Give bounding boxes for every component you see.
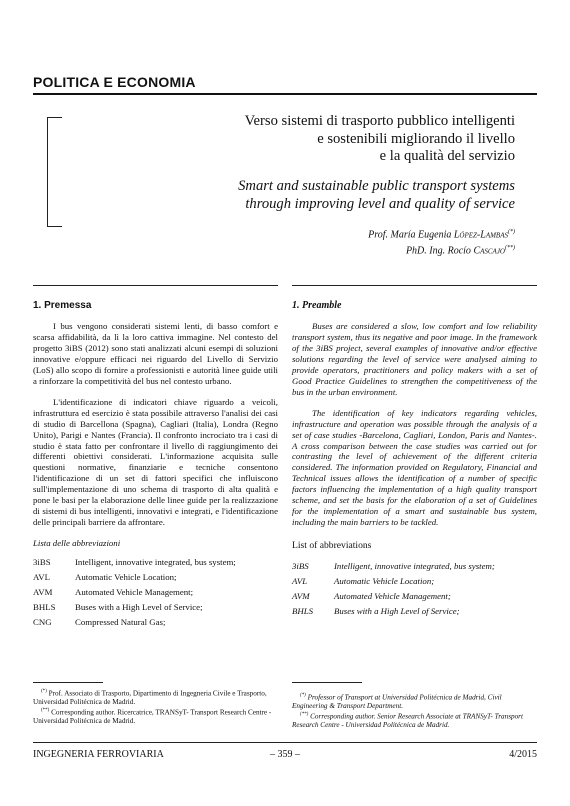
abbreviation-row bbox=[292, 591, 537, 602]
abbreviations-title: Lista delle abbreviazioni bbox=[33, 538, 121, 549]
title-english-line: through improving level and quality of service bbox=[245, 195, 515, 212]
title-english bbox=[95, 178, 515, 213]
title-italian bbox=[95, 113, 515, 166]
authors bbox=[195, 226, 515, 258]
abbreviation-value: Intelligent, innovative integrated, bus system; bbox=[334, 561, 495, 572]
footnote-mark: (**) bbox=[300, 711, 309, 717]
abbreviation-value: Automatic Vehicle Location; bbox=[334, 576, 435, 587]
abbreviation-row bbox=[33, 557, 278, 568]
section-heading: POLITICA E ECONOMIA bbox=[33, 74, 196, 90]
author-surname: Cascajo bbox=[473, 245, 505, 257]
abbreviation-value: Automatic Vehicle Location; bbox=[75, 572, 177, 583]
footnote-mark: (*) bbox=[300, 693, 306, 698]
footer-journal: INGEGNERIA FERROVIARIA bbox=[33, 749, 164, 760]
body-paragraph: I bus vengono considerati sistemi lenti, di basso comfort e scarsa affidabilità, da lì la loro cattiva immagine. Nel contesto del progetto 3iBS (2012) sono stati analizzati alcuni esempi di soluzioni innovative e/oppure efficaci nei riguardo del Livello di Servizio (LoS) allo scopo di fornire a professionisti e autorità linee guide utili a rinforzare la competitività del bus nel contesto urbano. bbox=[33, 321, 278, 386]
author-prefix: Prof. María Eugenia bbox=[368, 229, 454, 241]
footnote-rule-left bbox=[33, 682, 103, 683]
abbreviation-key: CNG bbox=[33, 617, 52, 628]
column-italian bbox=[33, 300, 278, 632]
footer-issue: 4/2015 bbox=[509, 749, 537, 760]
column-rule-left bbox=[33, 285, 278, 286]
section-title: 1. Preamble bbox=[292, 300, 342, 311]
footnote-text: Professor of Transport at Universidad Politécnica de Madrid, Civil Engineering & Transport Department. bbox=[292, 693, 502, 711]
abbreviation-row bbox=[292, 561, 537, 572]
abbreviation-value: Compressed Natural Gas; bbox=[75, 617, 166, 628]
footnote bbox=[33, 688, 278, 707]
abbreviation-key: BHLS bbox=[292, 606, 314, 617]
column-english bbox=[292, 300, 537, 621]
footnote-left bbox=[33, 688, 278, 726]
abbreviation-row bbox=[33, 587, 278, 598]
title-italian-line: e la qualità del servizio bbox=[379, 148, 515, 164]
footnote-mark: (*) bbox=[41, 689, 47, 694]
body-paragraph: Buses are considered a slow, low comfort and low reliability transport system, thus its negative and poor image. In the framework of the 3iBS project, several examples of innovative and/or effective solutions regarding the level of service were analysed aiming to provide operators, practitioners and policy makers with a set of Good Practice Guidelines to strengthen the competitiveness of the bus in the urban environment. bbox=[292, 321, 537, 397]
abbreviation-value: Automated Vehicle Management; bbox=[75, 587, 194, 598]
title-italian-line: Verso sistemi di trasporto pubblico intelligenti bbox=[244, 113, 515, 129]
author-mark: (*) bbox=[508, 229, 515, 235]
footer-rule bbox=[33, 742, 537, 743]
abbreviation-row bbox=[292, 606, 537, 617]
abbreviation-key: AVM bbox=[33, 587, 53, 598]
abbreviation-key: 3iBS bbox=[33, 557, 51, 568]
footnote-right bbox=[292, 692, 537, 730]
footnote bbox=[292, 692, 537, 711]
abbreviations-title: List of abbreviations bbox=[292, 540, 372, 552]
footnote bbox=[292, 711, 537, 730]
author-prefix: PhD. Ing. Rocío bbox=[405, 245, 474, 257]
footer-page-number: – 359 – bbox=[270, 749, 300, 760]
abbreviation-row bbox=[292, 576, 537, 587]
footnote-text: Prof. Associato di Trasporto, Dipartimento di Ingegneria Civile e Trasporto, Universidad Politécnica de Madrid. bbox=[33, 689, 267, 707]
author-line bbox=[195, 226, 515, 242]
abbreviation-value: Buses with a High Level of Service; bbox=[75, 602, 203, 613]
abbreviation-key: BHLS bbox=[33, 602, 56, 613]
section-rule bbox=[33, 93, 537, 95]
footnote-mark: (**) bbox=[41, 707, 50, 713]
title-frame-bracket bbox=[47, 117, 62, 227]
title-english-line: Smart and sustainable public transport systems bbox=[238, 178, 515, 194]
author-surname: López-Lambas bbox=[453, 229, 508, 241]
column-rule-right bbox=[292, 285, 537, 286]
section-title: 1. Premessa bbox=[33, 300, 92, 311]
abbreviation-key: 3iBS bbox=[292, 561, 309, 572]
abbreviation-value: Automated Vehicle Management; bbox=[334, 591, 451, 602]
footnote-rule-right bbox=[292, 682, 362, 683]
abbreviation-key: AVL bbox=[292, 576, 308, 587]
abbreviation-key: AVM bbox=[292, 591, 310, 602]
title-italian-line: e sostenibili migliorando il livello bbox=[317, 130, 515, 147]
body-paragraph: The identification of key indicators regarding vehicles, infrastructure and operation was possible through the analysis of a set of case studies -Barcelona, Cagliari, London, Paris and Nantes-. A cross comparison between the case studies was carried out for contrasting the level of achievement of the different criteria considered. The information provided on Regulatory, Financial and Technical issues allows the identification of a number of specific factors influencing the implementation of a high quality transport scheme, and set the basis for the elaboration of a set of Guidelines for the implementation of a smart and sustainable bus system, including the main barriers to be tackled. bbox=[292, 407, 537, 528]
author-mark: (**) bbox=[505, 244, 515, 251]
abbreviation-value: Buses with a High Level of Service; bbox=[334, 606, 460, 617]
footnote bbox=[33, 707, 278, 726]
footnote-text: Corresponding author. Senior Research Associate at TRANSyT- Transport Research Centre - Universidad Politécnica de Madrid. bbox=[292, 712, 523, 730]
body-paragraph: L'identificazione di indicatori chiave riguardo a veicoli, infrastruttura ed esercizio è stata possibile attraverso l'analisi dei casi di studio di Barcellona (Spagna), Cagliari (Italia), Londra (Regno Unito), Parigi e Nantes (Francia). Il confronto incrociato tra i casi di studio è stata fatto per confrontare il livello di raggiungimento dei differenti obiettivi considerati. L'informazione acquisita sulle questioni normative, finanziarie e tecniche consentono l'identificazione di un set di fattori specifici che influiscono sull'implementazione di uno schema di trasporto di alta qualità e pone le basi per la elaborazione delle linee guide per la realizzazione di sistemi di bus intelligenti, innovativi e integrati, e l'identificazione delle principali barriere da affrontare. bbox=[33, 396, 278, 528]
abbreviation-key: AVL bbox=[33, 572, 50, 583]
author-line bbox=[195, 242, 515, 258]
abbreviation-row bbox=[33, 572, 278, 583]
footnote-text: Corresponding author. Ricercatrice, TRANSyT- Transport Research Centre - Universidad Politécnica de Madrid. bbox=[33, 708, 272, 726]
abbreviation-value: Intelligent, innovative integrated, bus system; bbox=[75, 557, 236, 568]
abbreviation-row bbox=[33, 617, 278, 628]
abbreviation-row bbox=[33, 602, 278, 613]
